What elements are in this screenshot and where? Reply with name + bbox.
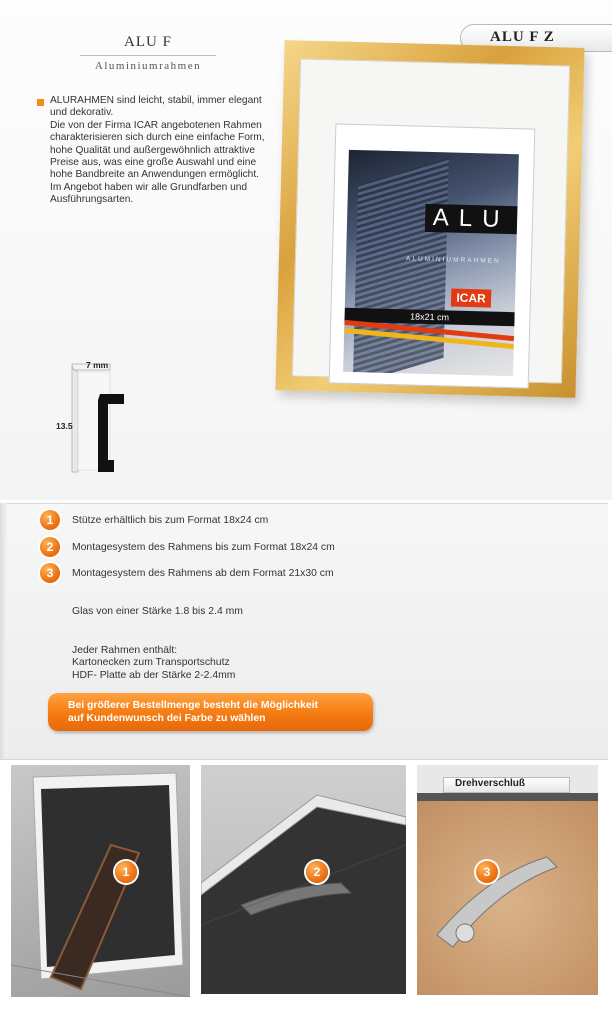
turn-clip-caption: Drehverschluß <box>455 778 526 789</box>
description-line: ALURAHMEN sind leicht, stabil, immer elegant <box>50 95 262 106</box>
alu-subtext: ALUMINIUMRAHMEN <box>406 255 501 265</box>
feature-number-badge: 1 <box>40 510 60 530</box>
photo-marker: 1 <box>115 861 137 883</box>
package-contents <box>72 645 235 682</box>
photo-frame-stand <box>11 765 190 997</box>
sample-photo <box>343 150 519 376</box>
profile-height-label: 13.5 <box>56 421 73 431</box>
mounting-graphic <box>201 765 406 994</box>
alu-logo-text: ALU <box>425 204 518 234</box>
description-line: hohe Qualität und außergewöhnlich attraktive <box>50 144 256 156</box>
description-line: Preise aus, was eine große Auswahl und eine <box>50 157 257 169</box>
description-bullet-icon <box>37 99 44 106</box>
glass-thickness-note: Glas von einer Stärke 1.8 bis 2.4 mm <box>72 606 243 617</box>
photo-turn-clip <box>417 765 598 995</box>
turn-clip-graphic <box>417 765 598 995</box>
package-item: Kartonecken zum Transportschutz <box>72 657 230 669</box>
description-line: Die von der Firma ICAR angebotenen Rahmen <box>50 119 262 131</box>
photo-mounting-system <box>201 765 406 994</box>
color-request-text <box>68 699 368 725</box>
description-line: und dekorativ. <box>50 107 114 119</box>
brand-subtitle: Aluminiumrahmen <box>94 60 202 72</box>
cta-line: auf Kundenwunsch dei Farbe zu wählen <box>68 713 266 724</box>
package-item: HDF- Platte ab der Stärke 2-2.4mm <box>72 669 236 681</box>
cta-line: Bei größerer Bestellmenge besteht die Möglichkeit <box>68 700 319 711</box>
description-line: hohe Bandbreite an Anwendungen ermöglicht. <box>50 169 259 181</box>
feature-item: Montagesystem des Rahmens ab dem Format 21x30 cm <box>72 568 334 579</box>
description-line: Im Angebot haben wir alle Grundfarben und <box>50 181 248 193</box>
feature-item: Montagesystem des Rahmens bis zum Format 18x24 cm <box>72 542 335 553</box>
product-code-label: ALU F Z <box>490 29 555 45</box>
description-line: charakterisieren sich durch eine einfache Form, <box>50 132 265 144</box>
format-label: 18x21 cm <box>344 308 514 326</box>
photo-marker: 2 <box>306 861 328 883</box>
feature-item: Stütze erhältlich bis zum Format 18x24 cm <box>72 515 269 526</box>
features-panel-edge <box>0 503 7 759</box>
profile-width-label: 7 mm <box>86 360 109 370</box>
building-graphic <box>353 158 449 376</box>
description-text <box>50 95 282 207</box>
frame-stand-graphic <box>11 765 190 997</box>
photo-marker: 3 <box>476 861 498 883</box>
brand-divider <box>80 55 216 56</box>
brand-title: ALU F <box>124 34 172 50</box>
icar-logo: ICAR <box>451 289 491 308</box>
package-title: Jeder Rahmen enthält: <box>72 645 178 656</box>
profile-cross-section-icon <box>70 360 126 474</box>
feature-number-badge: 2 <box>40 537 60 557</box>
description-line: Ausführungsarten. <box>50 194 134 206</box>
feature-number-badge: 3 <box>40 563 60 583</box>
